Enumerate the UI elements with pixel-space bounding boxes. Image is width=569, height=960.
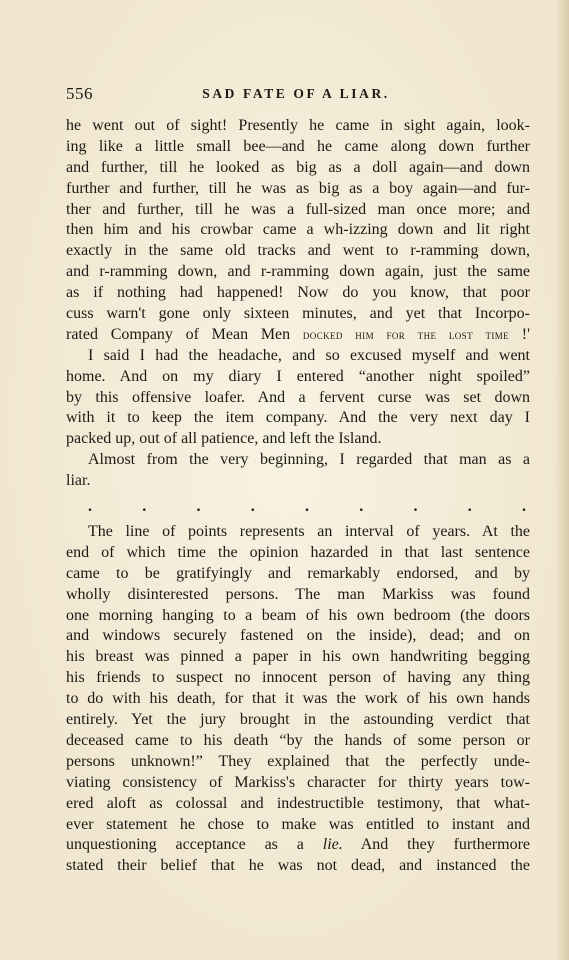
text-line: ther and further, till he was a full-sized man once more; and xyxy=(66,200,530,218)
paragraph-last-line: packed up, out of all patience, and left the Island. xyxy=(66,430,382,448)
text-line: further and further, till he was as big as a boy again—and fur- xyxy=(66,179,530,197)
ellipsis-separator xyxy=(66,492,530,522)
paragraph-first-line: I said I had the headache, and so excused myself and went xyxy=(88,346,530,364)
paragraph-last-line: liar. xyxy=(66,472,91,490)
text-line: by this offensive loafer. And a fervent curse was set down xyxy=(66,388,530,406)
text-line-with-small-caps xyxy=(66,325,530,346)
separator-dot: . xyxy=(88,497,92,515)
small-caps-phrase: docked him for the lost time xyxy=(302,326,510,342)
page-number: 556 xyxy=(66,84,93,103)
text-line: wholly disinterested persons. The man Markiss was found xyxy=(66,585,530,603)
text-line: ing like a little small bee—and he came along down further xyxy=(66,137,530,155)
text-line: ered aloft as colossal and indestructible testimony, that what- xyxy=(66,794,530,812)
text-line: viating consistency of Markiss's character for thirty years tow- xyxy=(66,773,530,791)
text-line: deceased came to his death “by the hands of some person or xyxy=(66,731,530,749)
text-line: cuss warn't gone only sixteen minutes, and yet that Incorpo- xyxy=(66,305,530,323)
text-line-with-italic xyxy=(66,835,530,856)
separator-dot: . xyxy=(522,497,526,515)
text-fragment: !' xyxy=(509,325,530,343)
text-line: as if nothing had happened! Now do you know, that poor xyxy=(66,284,530,302)
text-line: then him and his crowbar came a wh-izzing down and lit right xyxy=(66,221,530,239)
text-line: entirely. Yet the jury brought in the astounding verdict that xyxy=(66,711,530,729)
italic-word: lie. xyxy=(322,836,343,854)
text-fragment: unquestioning acceptance as a xyxy=(66,836,323,854)
page-edge-shading xyxy=(555,0,569,960)
body-text xyxy=(66,116,530,877)
text-line: persons unknown!” They explained that the perfectly unde- xyxy=(66,752,530,770)
separator-dot: . xyxy=(413,497,418,515)
separator-dot: . xyxy=(467,497,472,515)
text-line: with it to keep the item company. And the very next day I xyxy=(66,409,530,427)
text-line: his friends to suspect no innocent person of having any thing xyxy=(66,669,530,687)
separator-dot: . xyxy=(196,497,201,515)
text-fragment: And they furthermore xyxy=(342,836,530,854)
text-line: one morning hanging to a beam of his own bedroom (the doors xyxy=(66,606,530,624)
text-line: came to be gratifyingly and remarkably endorsed, and by xyxy=(66,564,530,582)
text-line: and r-ramming down, and r-ramming down again, just the same xyxy=(66,263,530,281)
separator-dot: . xyxy=(359,497,364,515)
separator-dot: . xyxy=(250,497,255,515)
separator-dot: . xyxy=(305,497,309,515)
text-fragment: rated Company of Mean Men xyxy=(66,325,303,343)
text-line: his breast was pinned a paper in his own handwriting begging xyxy=(66,648,530,666)
text-line: stated their belief that he was not dead, and instanced the xyxy=(66,857,530,875)
paragraph-first-line: Almost from the very beginning, I regarded that man as a xyxy=(88,451,530,469)
text-line: he went out of sight! Presently he came in sight again, look- xyxy=(66,117,530,134)
running-title: SAD FATE OF A LIAR. xyxy=(202,86,390,101)
text-line: home. And on my diary I entered “another night spoiled” xyxy=(66,367,530,385)
separator-dot: . xyxy=(142,497,147,515)
text-line: ever statement he chose to make was entitled to instant and xyxy=(66,815,530,833)
running-head xyxy=(66,84,526,106)
text-line: to do with his death, for that it was the work of his own hands xyxy=(66,690,530,708)
paragraph-first-line: The line of points represents an interval of years. At the xyxy=(88,523,530,541)
text-line: end of which time the opinion hazarded in that last sentence xyxy=(66,543,530,561)
text-line: and further, till he looked as big as a doll again—and down xyxy=(66,158,530,176)
text-line: and windows securely fastened on the inside), dead; and on xyxy=(66,627,530,645)
text-line: exactly in the same old tracks and went to r-ramming down, xyxy=(66,242,530,260)
